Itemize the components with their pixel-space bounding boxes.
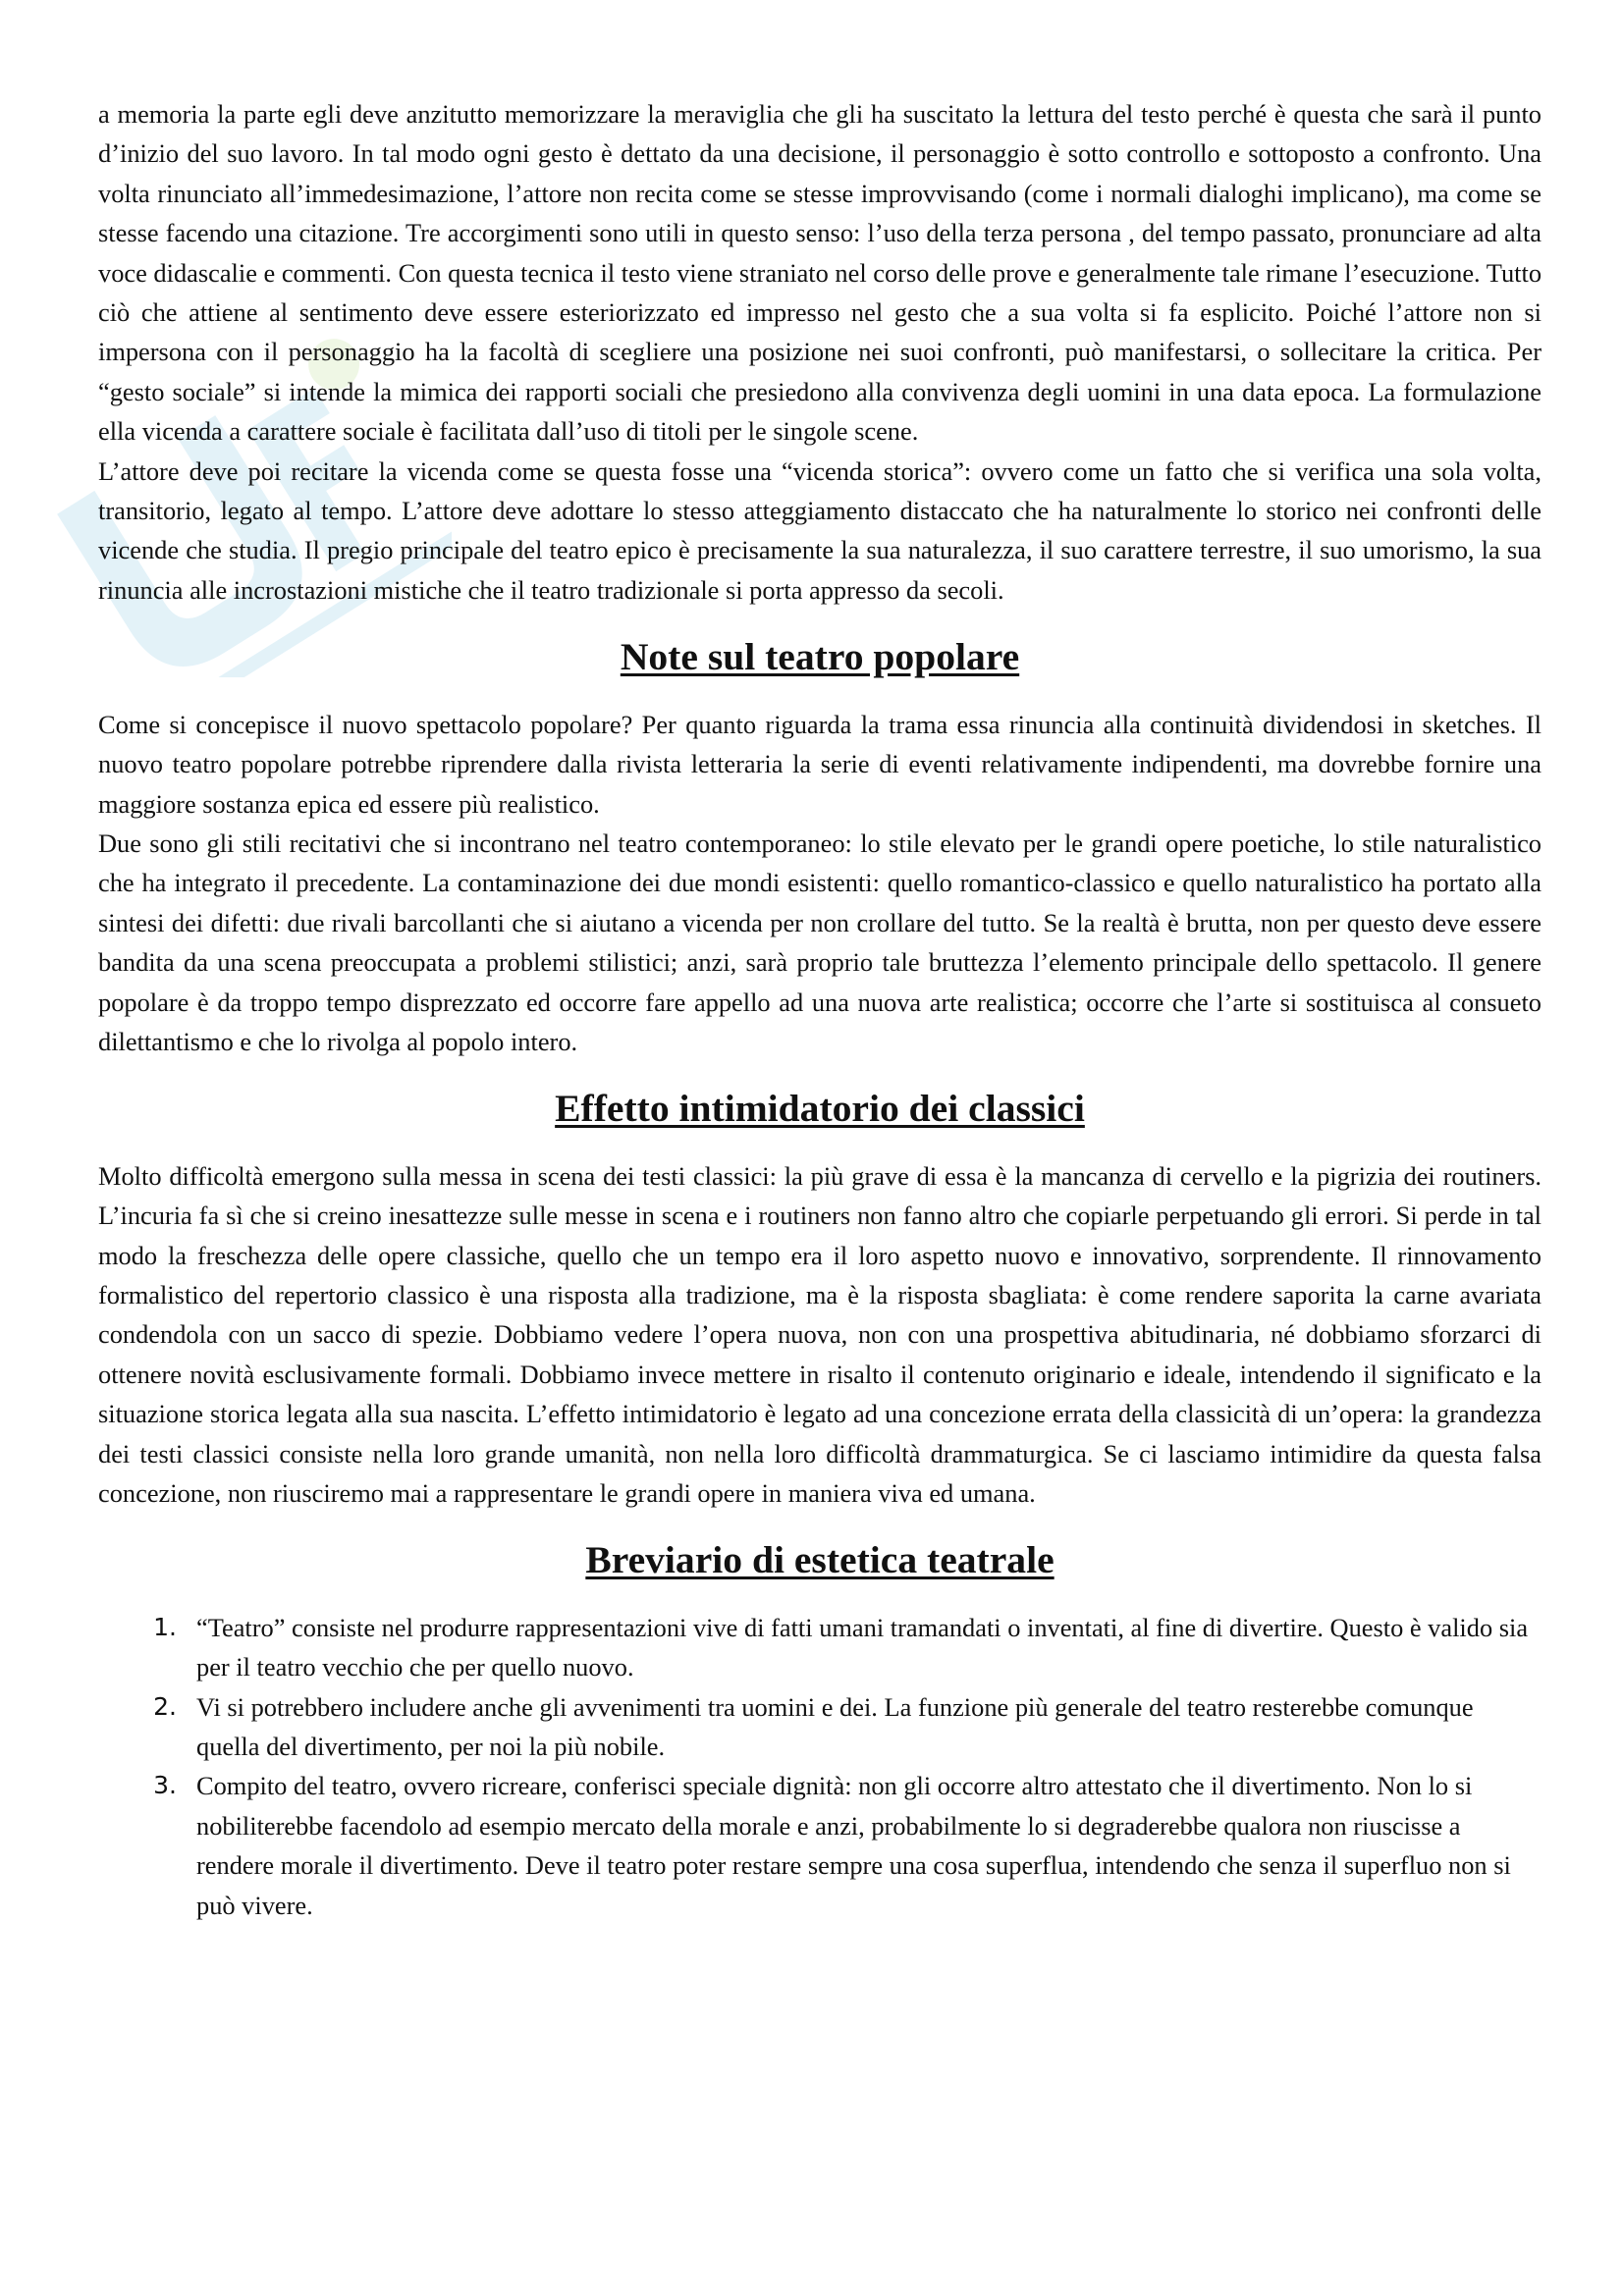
section-paragraph: Come si concepisce il nuovo spettacolo popolare? Per quanto riguarda la trama essa rinuncia alla continuità dividendosi in sketches. Il nuovo teatro popolare potrebbe riprendere dalla rivista letteraria la serie di eventi relativamente indipendenti, ma dovrebbe fornire una maggiore sostanza epica ed essere più realistico. xyxy=(98,709,1542,819)
numbered-list xyxy=(98,1608,1542,1925)
list-item-number: 2. xyxy=(153,1691,177,1721)
list-item-number: 3. xyxy=(153,1771,177,1800)
section-paragraph: Due sono gli stili recitativi che si incontrano nel teatro contemporaneo: lo stile elevato per le grandi opere poetiche, lo stile naturalistico che ha integrato il precedente. La contaminazione dei due mondi esistenti: quello romantico-classico e quello naturalistico ha portato alla sintesi dei difetti: due rivali barcollanti che si aiutano a vicenda per non crollare del tutto. Se la realtà è brutta, non per questo deve essere bandita da una scena preoccupata a problemi stilistici; anzi, sarà proprio tale bruttezza l’elemento principale dello spettacolo. Il genere popolare è da troppo tempo disprezzato ed occorre fare appello ad una nuova arte realistica; occorre che l’arte si sostituisca al consueto dilettantismo e che lo rivolga al popolo intero. xyxy=(98,828,1542,1056)
section-heading: Effetto intimidatorio dei classici xyxy=(555,1087,1085,1131)
section-heading: Note sul teatro popolare xyxy=(620,635,1020,679)
list-item xyxy=(98,1766,1542,1925)
intro-paragraph: L’attore deve poi recitare la vicenda come se questa fosse una “vicenda storica”: ovvero come un fatto che si verifica una sola volta, transitorio, legato al tempo. L’attore deve adottare lo stesso atteggiamento distaccato che ha naturalmente lo storico nei confronti delle vicende che studia. Il pregio principale del teatro epico è precisamente la sua naturalezza, il suo carattere terrestre, il suo umorismo, la sua rinuncia alle incrostazioni mistiche che il teatro tradizionale si porta appresso da secoli. xyxy=(98,455,1542,605)
section-heading: Breviario di estetica teatrale xyxy=(585,1538,1055,1582)
list-item-text: “Teatro” consiste nel produrre rappresentazioni vive di fatti umani tramandati o inventati, al fine di divertire. Questo è valido sia per il teatro vecchio che per quello nuovo. xyxy=(196,1612,1529,1682)
intro-paragraph: a memoria la parte egli deve anzitutto memorizzare la meraviglia che gli ha suscitato la lettura del testo perché è questa che sarà il punto d’inizio del suo lavoro. In tal modo ogni gesto è dettato da una decisione, il personaggio è sotto controllo e sottoposto a confronto. Una volta rinunciato all’immedesimazione, l’attore non recita come se stesse improvvisando (come i normali dialoghi implicano), ma come se stesse facendo una citazione. Tre accorgimenti sono utili in questo senso: l’uso della terza persona , del tempo passato, pronunciare ad alta voce didascalie e commenti. Con questa tecnica il testo viene straniato nel corso delle prove e generalmente tale rimane l’esecuzione. Tutto ciò che attiene al sentimento deve essere esteriorizzato ed impresso nel gesto che a sua volta si fa esplicito. Poiché l’attore non si impersona con il personaggio ha la facoltà di scegliere una posizione nei suoi confronti, può manifestarsi, o sollecitare la critica. Per “gesto sociale” si intende la mimica dei rapporti sociali che presiedono alla convivenza degli uomini in una data epoca. La formulazione ella vicenda a carattere sociale è facilitata dall’uso di titoli per le singole scene. xyxy=(98,99,1542,447)
list-item-text: Compito del teatro, ovvero ricreare, conferisci speciale dignità: non gli occorre altro attestato che il divertimento. Non lo si nobiliterebbe facendolo ad esempio mercato della morale e anzi, probabilmente lo si degraderebbe qualora non riuscisse a rendere morale il divertimento. Deve il teatro poter restare sempre una cosa superflua, intendendo che senza il superfluo non si può vivere. xyxy=(196,1771,1511,1920)
section-paragraph: Molto difficoltà emergono sulla messa in scena dei testi classici: la più grave di essa è la mancanza di cervello e la pigrizia dei routiners. L’incuria fa sì che si creino inesattezze sulle messe in scena e i routiners non fanno altro che copiarle perpetuando gli errori. Si perde in tal modo la freschezza delle opere classiche, quello che un tempo era il loro aspetto nuovo e innovativo, sorprendente. Il rinnovamento formalistico del repertorio classico è una risposta alla tradizione, ma è la risposta sbagliata: è come rendere saporita la carne avariata condendola con un sacco di spezie. Dobbiamo vedere l’opera nuova, non con una prospettiva abitudinaria, né dobbiamo sforzarci di ottenere novità esclusivamente formali. Dobbiamo invece mettere in risalto il contenuto originario e ideale, intendendo il significato e la situazione storica legata alla sua nascita. L’effetto intimidatorio è legato ad una concezione errata della classicità di un’opera: la grandezza dei testi classici consiste nella loro grande umanità, non nella loro difficoltà drammaturgica. Se ci lasciamo intimidire da questa falsa concezione, non riusciremo mai a rappresentare le grandi opere in maniera viva ed umana. xyxy=(98,1160,1542,1508)
list-item-text: Vi si potrebbero includere anche gli avvenimenti tra uomini e dei. La funzione più generale del teatro resterebbe comunque quella del divertimento, per noi la più nobile. xyxy=(196,1691,1474,1762)
document-body xyxy=(98,94,1542,1925)
list-item-number: 1. xyxy=(153,1612,177,1641)
list-item xyxy=(98,1608,1542,1687)
list-item xyxy=(98,1687,1542,1767)
